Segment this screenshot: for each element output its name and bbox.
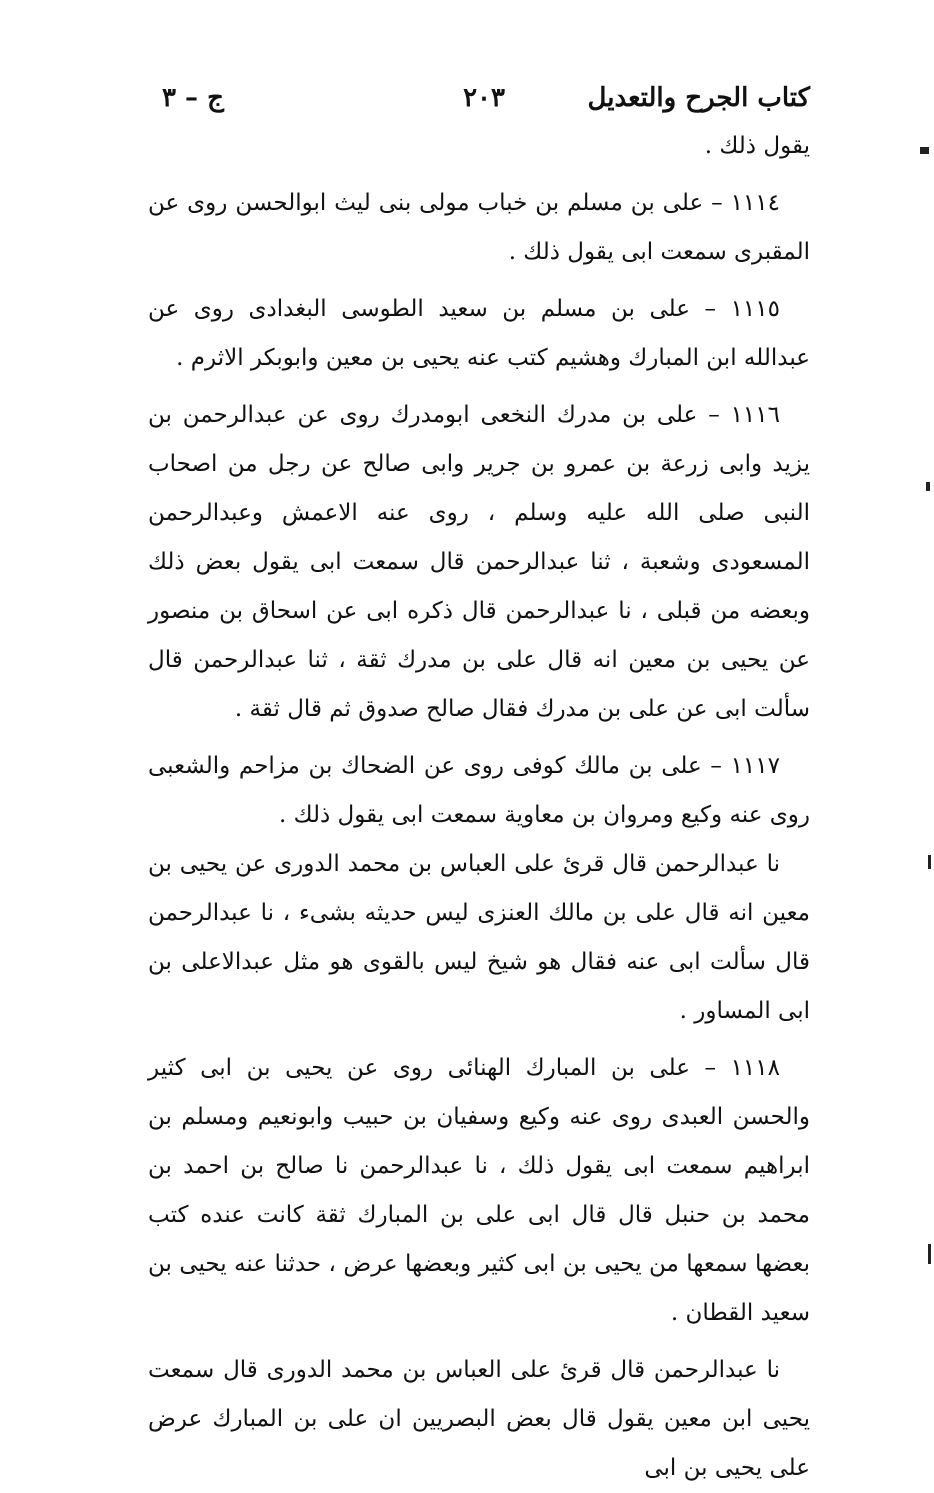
scan-mark — [926, 482, 930, 491]
scan-mark — [920, 147, 929, 154]
entry-1116: ١١١٦ – على بن مدرك النخعى ابومدرك روى عن عبدالرحمن بن يزيد وابى زرعة بن عمرو بن جرير وابى صالح عن رجل من اصحاب النبى صلى الله عليه وسلم ، روى عنه الاعمش وعبدالرحمن المسعودى وشعبة ، ثنا عبدالرحمن قال سمعت ابى يقول بعض ذلك وبعضه من قبلى ، نا عبدالرحمن قال ذكره ابى عن اسحاق بن منصور عن يحيى بن معين انه قال على بن مدرك ثقة ، ثنا عبدالرحمن قال سألت ابى عن على بن مدرك فقال صالح صدوق ثم قال ثقة . — [148, 402, 810, 722]
entry-1117: ١١١٧ – على بن مالك كوفى روى عن الضحاك بن مزاحم والشعبى روى عنه وكيع ومروان بن معاوية سمعت ابى يقول ذلك . — [148, 753, 810, 828]
entry-1114: ١١١٤ – على بن مسلم بن خباب مولى بنى ليث ابوالحسن روى عن المقبرى سمعت ابى يقول ذلك . — [148, 190, 810, 265]
scan-mark — [928, 1244, 931, 1264]
entry-1115: ١١١٥ – على بن مسلم بن سعيد الطوسى البغدادى روى عن عبدالله ابن المبارك وهشيم كتب عنه يحيى بن معين وابوبكر الاثرم . — [148, 296, 810, 371]
body-text — [148, 122, 810, 1493]
paragraph: نا عبدالرحمن قال قرئ على العباس بن محمد الدورى عن يحيى بن معين انه قال على بن مالك العنزى ليس حديثه بشىء ، نا عبدالرحمن قال سألت ابى عنه فقال هو شيخ ليس بالقوى هو مثل عبدالاعلى بن ابى المساور . — [148, 851, 810, 1024]
page-number: ٢٠٣ — [463, 83, 505, 113]
book-title: كتاب الجرح والتعديل — [587, 83, 810, 113]
paragraph: نا عبدالرحمن قال قرئ على العباس بن محمد الدورى قال سمعت يحيى ابن معين يقول قال بعض البصريين ان على بن المبارك عرض على يحيى بن ابى — [148, 1357, 810, 1481]
volume-label: ج – ٣ — [162, 83, 224, 113]
paragraph: يقول ذلك . — [704, 133, 810, 159]
page-header — [150, 78, 810, 118]
scan-mark — [928, 855, 931, 869]
entry-1118: ١١١٨ – على بن المبارك الهنائى روى عن يحيى بن ابى كثير والحسن العبدى روى عنه وكيع وسفيان بن حبيب وابونعيم ومسلم بن ابراهيم سمعت ابى يقول ذلك ، نا عبدالرحمن نا صالح بن احمد بن محمد بن حنبل قال قال ابى على بن المبارك ثقة كانت عنده كتب بعضها سمعها من يحيى بن ابى كثير وبعضها عرض ، حدثنا عنه يحيى بن سعيد القطان . — [148, 1055, 810, 1326]
